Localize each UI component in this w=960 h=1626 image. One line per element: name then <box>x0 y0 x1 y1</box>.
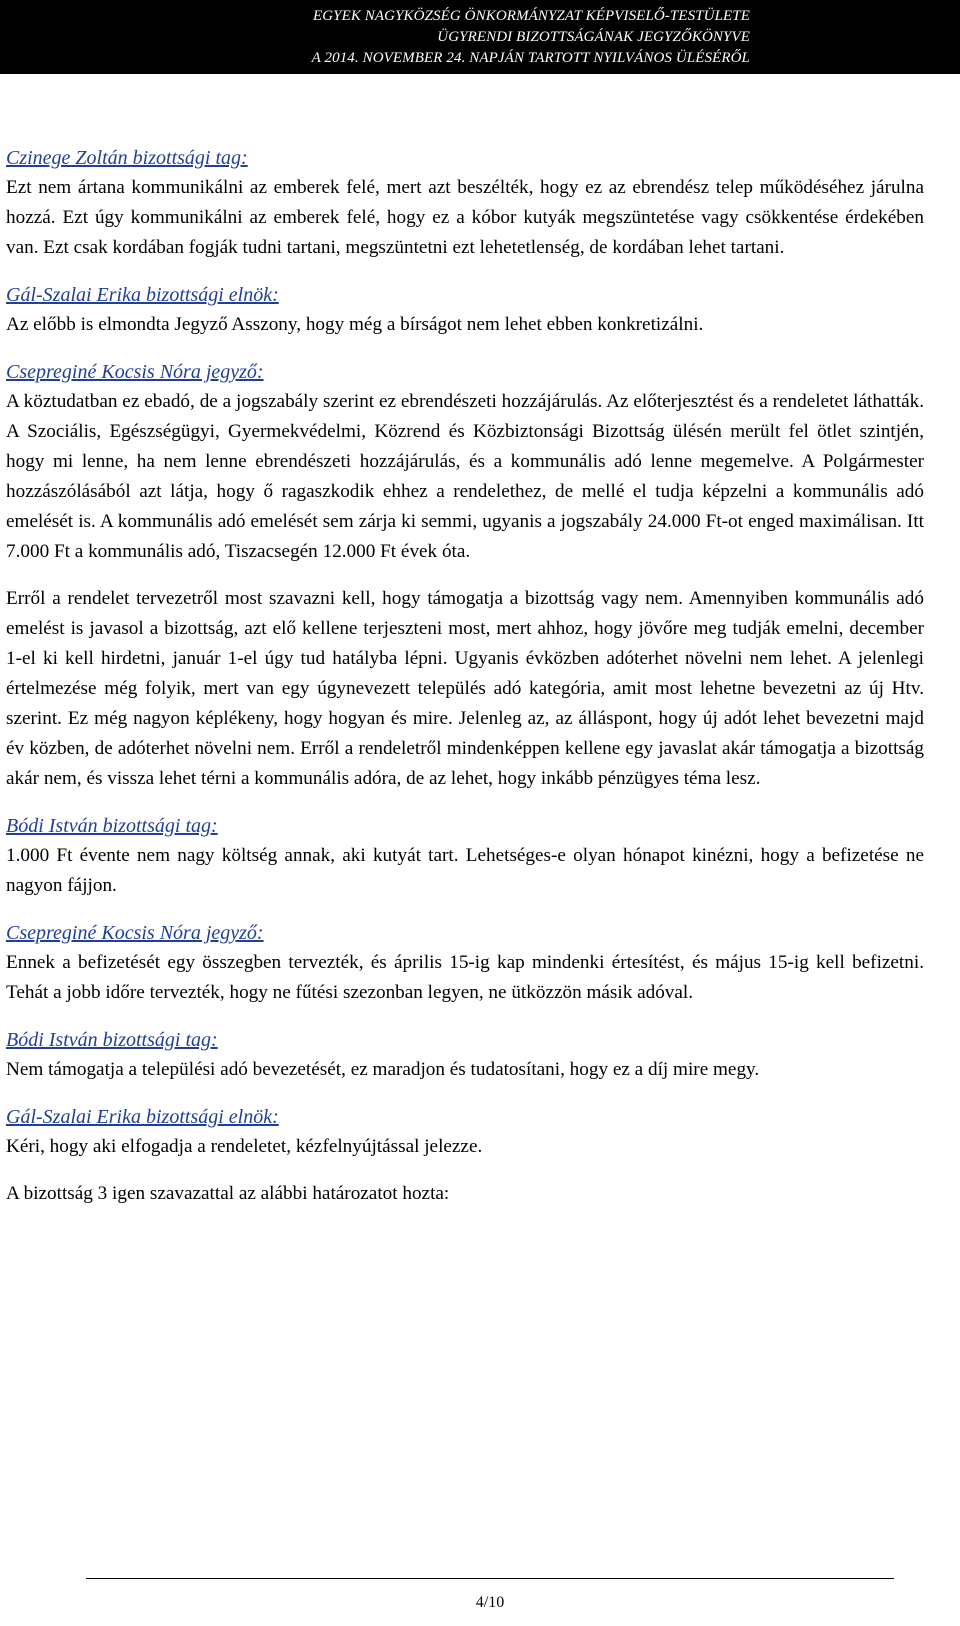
minutes-body <box>6 143 924 1209</box>
page-number: 4/10 <box>475 1594 505 1611</box>
speech-block <box>6 357 924 794</box>
speaker-name: Bódi István bizottsági tag: <box>6 815 218 837</box>
speaker-name: Csepreginé Kocsis Nóra jegyző: <box>6 361 264 383</box>
header-line-1: EGYEK NAGYKÖZSÉG ÖNKORMÁNYZAT KÉPVISELŐ-TESTÜLETE <box>312 8 750 24</box>
speaker-name: Gál-Szalai Erika bizottsági elnök: <box>6 1106 279 1128</box>
speech-text: Ezt nem ártana kommunikálni az emberek felé, mert azt beszélték, hogy ez az ebrendész telep működéséhez járulna hozzá. Ezt úgy kommunikálni az emberek felé, hogy ez a kóbor kutyák megszüntetése vagy csökkentése érdekében van. Ezt csak kordában fogják tudni tartani, megszüntetni ezt lehetetlenség, de kordában lehet tartani. <box>6 177 924 258</box>
header-line-2: ÜGYRENDI BIZOTTSÁGÁNAK JEGYZŐKÖNYVE <box>437 29 750 45</box>
footer-rule <box>86 1578 894 1579</box>
speech-block <box>6 1102 924 1162</box>
speech-block <box>6 1025 924 1085</box>
speech-text: Erről a rendelet tervezetről most szavazni kell, hogy támogatja a bizottság vagy nem. Amennyiben kommunális adó emelést is javasol a bizottság, azt elő kellene terjeszteni most, mert ahhoz, hogy jövőre meg tudják emelni, december 1-el ki kell hirdetni, január 1-el úgy tud hatályba lépni. Ugyanis évközben adóterhet növelni nem lehet. A jelenlegi értelmezése még folyik, mert van egy úgynevezett település adó kategória, amit most lehetne bevezetni az új Htv. szerint. Ez még nagyon képlékeny, hogy hogyan és mire. Jelenleg az, az álláspont, hogy új adót lehet bevezetni majd év közben, de adóterhet növelni nem. Erről a rendeletről mindenképpen kellene egy javaslat akár támogatja a bizottság akár nem, és vissza lehet térni a kommunális adóra, de az lehet, hogy inkább pénzügyes téma lesz. <box>6 588 924 789</box>
speech-text: Az előbb is elmondta Jegyző Asszony, hogy még a bírságot nem lehet ebben konkretizálni. <box>6 314 704 335</box>
speech-text: 1.000 Ft évente nem nagy költség annak, aki kutyát tart. Lehetséges-e olyan hónapot kinézni, hogy a befizetése ne nagyon fájjon. <box>6 845 924 896</box>
speech-text: A köztudatban ez ebadó, de a jogszabály szerint ez ebrendészeti hozzájárulás. Az előterjesztést és a rendeletet láthatták. A Szociális, Egészségügyi, Gyermekvédelmi, Közrend és Közbiztonsági Bizottság ülésén merült fel ötlet szintjén, hogy mi lenne, ha nem lenne ebrendészeti hozzájárulás, és a kommunális adó lenne megemelve. A Polgármester hozzászólásából azt látja, hogy ő ragaszkodik ehhez a rendelethez, de mellé el tudja képzelni a kommunális adó emelését is. A kommunális adó emelését sem zárja ki semmi, ugyanis a jogszabály 24.000 Ft-ot enged maximálisan. Itt 7.000 Ft a kommunális adó, Tiszacsegén 12.000 Ft évek óta. <box>6 391 924 562</box>
speaker-name: Czinege Zoltán bizottsági tag: <box>6 147 248 169</box>
speech-block <box>6 811 924 901</box>
speech-block <box>6 143 924 263</box>
speech-text: Kéri, hogy aki elfogadja a rendeletet, kézfelnyújtással jelezze. <box>6 1136 483 1157</box>
speech-text: Nem támogatja a települési adó bevezetését, ez maradjon és tudatosítani, hogy ez a díj mire megy. <box>6 1059 760 1080</box>
document-header <box>0 0 960 74</box>
resolution-intro: A bizottság 3 igen szavazattal az alábbi határozatot hozta: <box>6 1183 450 1204</box>
header-line-3: A 2014. NOVEMBER 24. NAPJÁN TARTOTT NYILVÁNOS ÜLÉSÉRŐL <box>311 50 750 66</box>
speech-block <box>6 918 924 1008</box>
speaker-name: Gál-Szalai Erika bizottsági elnök: <box>6 284 279 306</box>
speaker-name: Bódi István bizottsági tag: <box>6 1029 218 1051</box>
speaker-name: Csepreginé Kocsis Nóra jegyző: <box>6 922 264 944</box>
speech-text: Ennek a befizetését egy összegben tervezték, és április 15-ig kap mindenki értesítést, és május 15-ig kell befizetni. Tehát a jobb időre tervezték, hogy ne fűtési szezonban legyen, ne ütközzön másik adóval. <box>6 952 924 1003</box>
page-footer <box>86 1578 894 1614</box>
speech-block <box>6 280 924 340</box>
